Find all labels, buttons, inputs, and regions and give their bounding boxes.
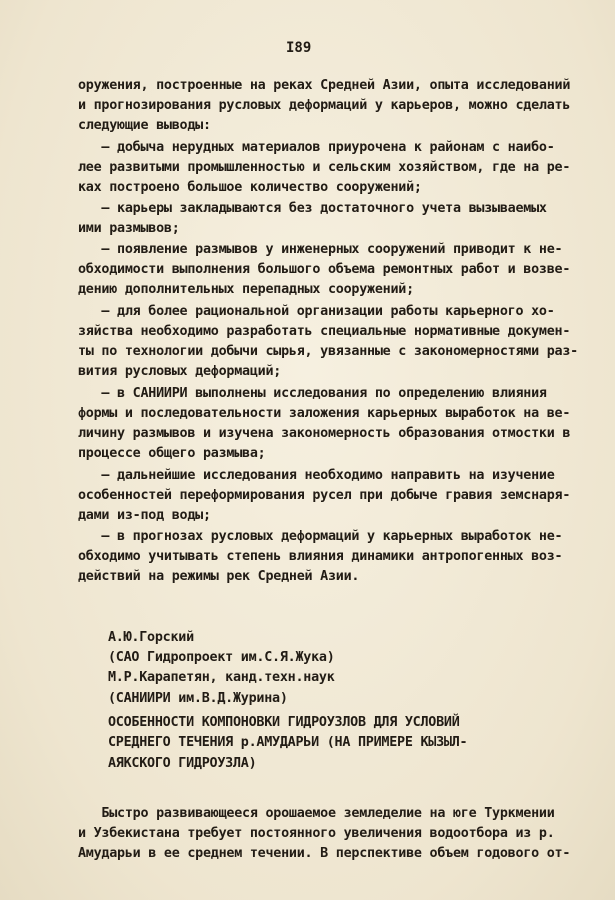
body-line: ими размывов; <box>78 221 180 236</box>
title-line: ОСОБЕННОСТИ КОМПОНОВКИ ГИДРОУЗЛОВ ДЛЯ УСЛОВИЙ <box>108 715 460 730</box>
body-line: – появление размывов у инженерных сооружений приводит к не- <box>78 242 563 257</box>
author-affiliation: (САО Гидропроект им.С.Я.Жука) <box>108 650 335 665</box>
body-line: – для более рациональной организации работы карьерного хо- <box>78 304 555 319</box>
body-line: следующие выводы: <box>78 118 211 133</box>
body-line: оружения, построенные на реках Средней Азии, опыта исследований <box>78 78 571 93</box>
body-line: процессе общего размыва; <box>78 446 266 461</box>
body-line: обходимости выполнения большого объема ремонтных работ и возве- <box>78 262 571 277</box>
body-line: дами из-под воды; <box>78 508 211 523</box>
body-line: – добыча нерудных материалов приурочена к районам с наибо- <box>78 140 555 155</box>
body-line: особенностей переформирования русел при добыче гравия земснаря- <box>78 488 571 503</box>
body-line: дению дополнительных перепадных сооружений; <box>78 282 414 297</box>
body-line: лее развитыми промышленностью и сельским хозяйством, где на ре- <box>78 160 571 175</box>
body-line: действий на режимы рек Средней Азии. <box>78 569 360 584</box>
body-line: – в САНИИРИ выполнены исследования по определению влияния <box>78 386 547 401</box>
body-line: – дальнейшие исследования необходимо направить на изучение <box>78 468 555 483</box>
body-line: личину размывов и изучена закономерность образования отмостки в <box>78 426 571 441</box>
title-line: АЯКСКОГО ГИДРОУЗЛА) <box>108 756 257 771</box>
page-number: I89 <box>286 40 312 56</box>
body-line: формы и последовательности заложения карьерных выработок на ве- <box>78 406 571 421</box>
author-affiliation: (САНИИРИ им.В.Д.Журина) <box>108 691 288 706</box>
intro-line: Быстро развивающееся орошаемое земледелие на юге Туркмении <box>78 806 555 821</box>
author-name: А.Ю.Горский <box>108 630 194 645</box>
intro-line: Амударьи в ее среднем течении. В перспективе объем годового от- <box>78 846 571 861</box>
body-line: ты по технологии добычи сырья, увязанные с закономерностями раз- <box>78 344 578 359</box>
body-line: – карьеры закладываются без достаточного учета вызываемых <box>78 201 547 216</box>
body-line: обходимо учитывать степень влияния динамики антропогенных воз- <box>78 549 563 564</box>
body-line: зяйства необходимо разработать специальные нормативные докумен- <box>78 324 571 339</box>
title-line: СРЕДНЕГО ТЕЧЕНИЯ р.АМУДАРЬИ (НА ПРИМЕРЕ КЫЗЫЛ- <box>108 735 468 750</box>
body-line: – в прогнозах русловых деформаций у карьерных выработок не- <box>78 529 563 544</box>
author-name: М.Р.Карапетян, канд.техн.наук <box>108 670 335 685</box>
body-line: вития русловых деформаций; <box>78 364 282 379</box>
body-line: ках построено большое количество сооружений; <box>78 180 422 195</box>
intro-line: и Узбекистана требует постоянного увеличения водоотбора из р. <box>78 826 555 841</box>
body-line: и прогнозирования русловых деформаций у карьеров, можно сделать <box>78 98 571 113</box>
